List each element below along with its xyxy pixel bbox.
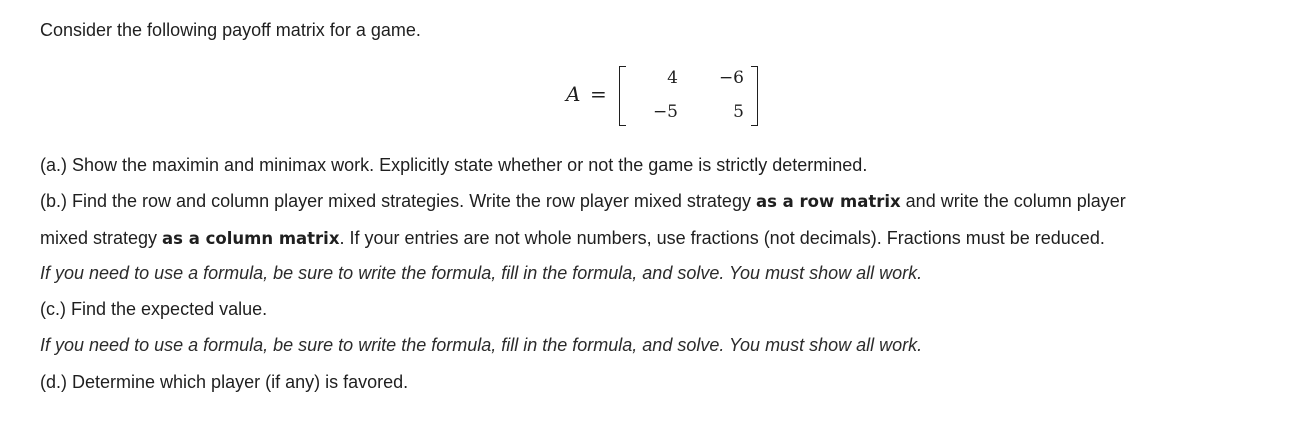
equals-sign: =: [590, 82, 607, 106]
matrix-cell-r1c1: 4: [667, 68, 678, 88]
question-a: (a.) Show the maximin and minimax work. Explicitly state whether or not the game is strictly determined.: [40, 155, 868, 175]
matrix-cell-r2c1: −5: [652, 102, 678, 122]
question-d: (d.) Determine which player (if any) is favored.: [40, 372, 409, 392]
formula-note-b: If you need to use a formula, be sure to write the formula, fill in the formula, and solve. You must show all work.: [40, 263, 923, 283]
question-b-line1: [40, 189, 1126, 214]
right-bracket: [751, 66, 758, 126]
matrix-cell-r1c2: −6: [718, 68, 744, 88]
matrix-label: A: [566, 82, 581, 106]
question-b-text4: . If your entries are not whole numbers, use fractions (not decimals). Fractions must be reduced.: [339, 228, 1105, 248]
question-c: (c.) Find the expected value.: [40, 299, 268, 319]
question-b-line2: [40, 226, 1105, 251]
question-b-text3: mixed strategy: [40, 228, 163, 248]
payoff-matrix: [566, 64, 766, 130]
formula-note-c: If you need to use a formula, be sure to write the formula, fill in the formula, and solve. You must show all work.: [40, 335, 923, 355]
intro-text: Consider the following payoff matrix for a game.: [40, 20, 421, 40]
question-b-text1: (b.) Find the row and column player mixed strategies. Write the row player mixed strategy: [40, 191, 756, 211]
question-b-emphasis-column: as a column matrix: [162, 229, 340, 248]
left-bracket: [619, 66, 626, 126]
question-b-emphasis-row: as a row matrix: [755, 192, 901, 211]
matrix-cell-r2c2: 5: [733, 102, 744, 122]
question-b-text2: and write the column player: [900, 191, 1126, 211]
